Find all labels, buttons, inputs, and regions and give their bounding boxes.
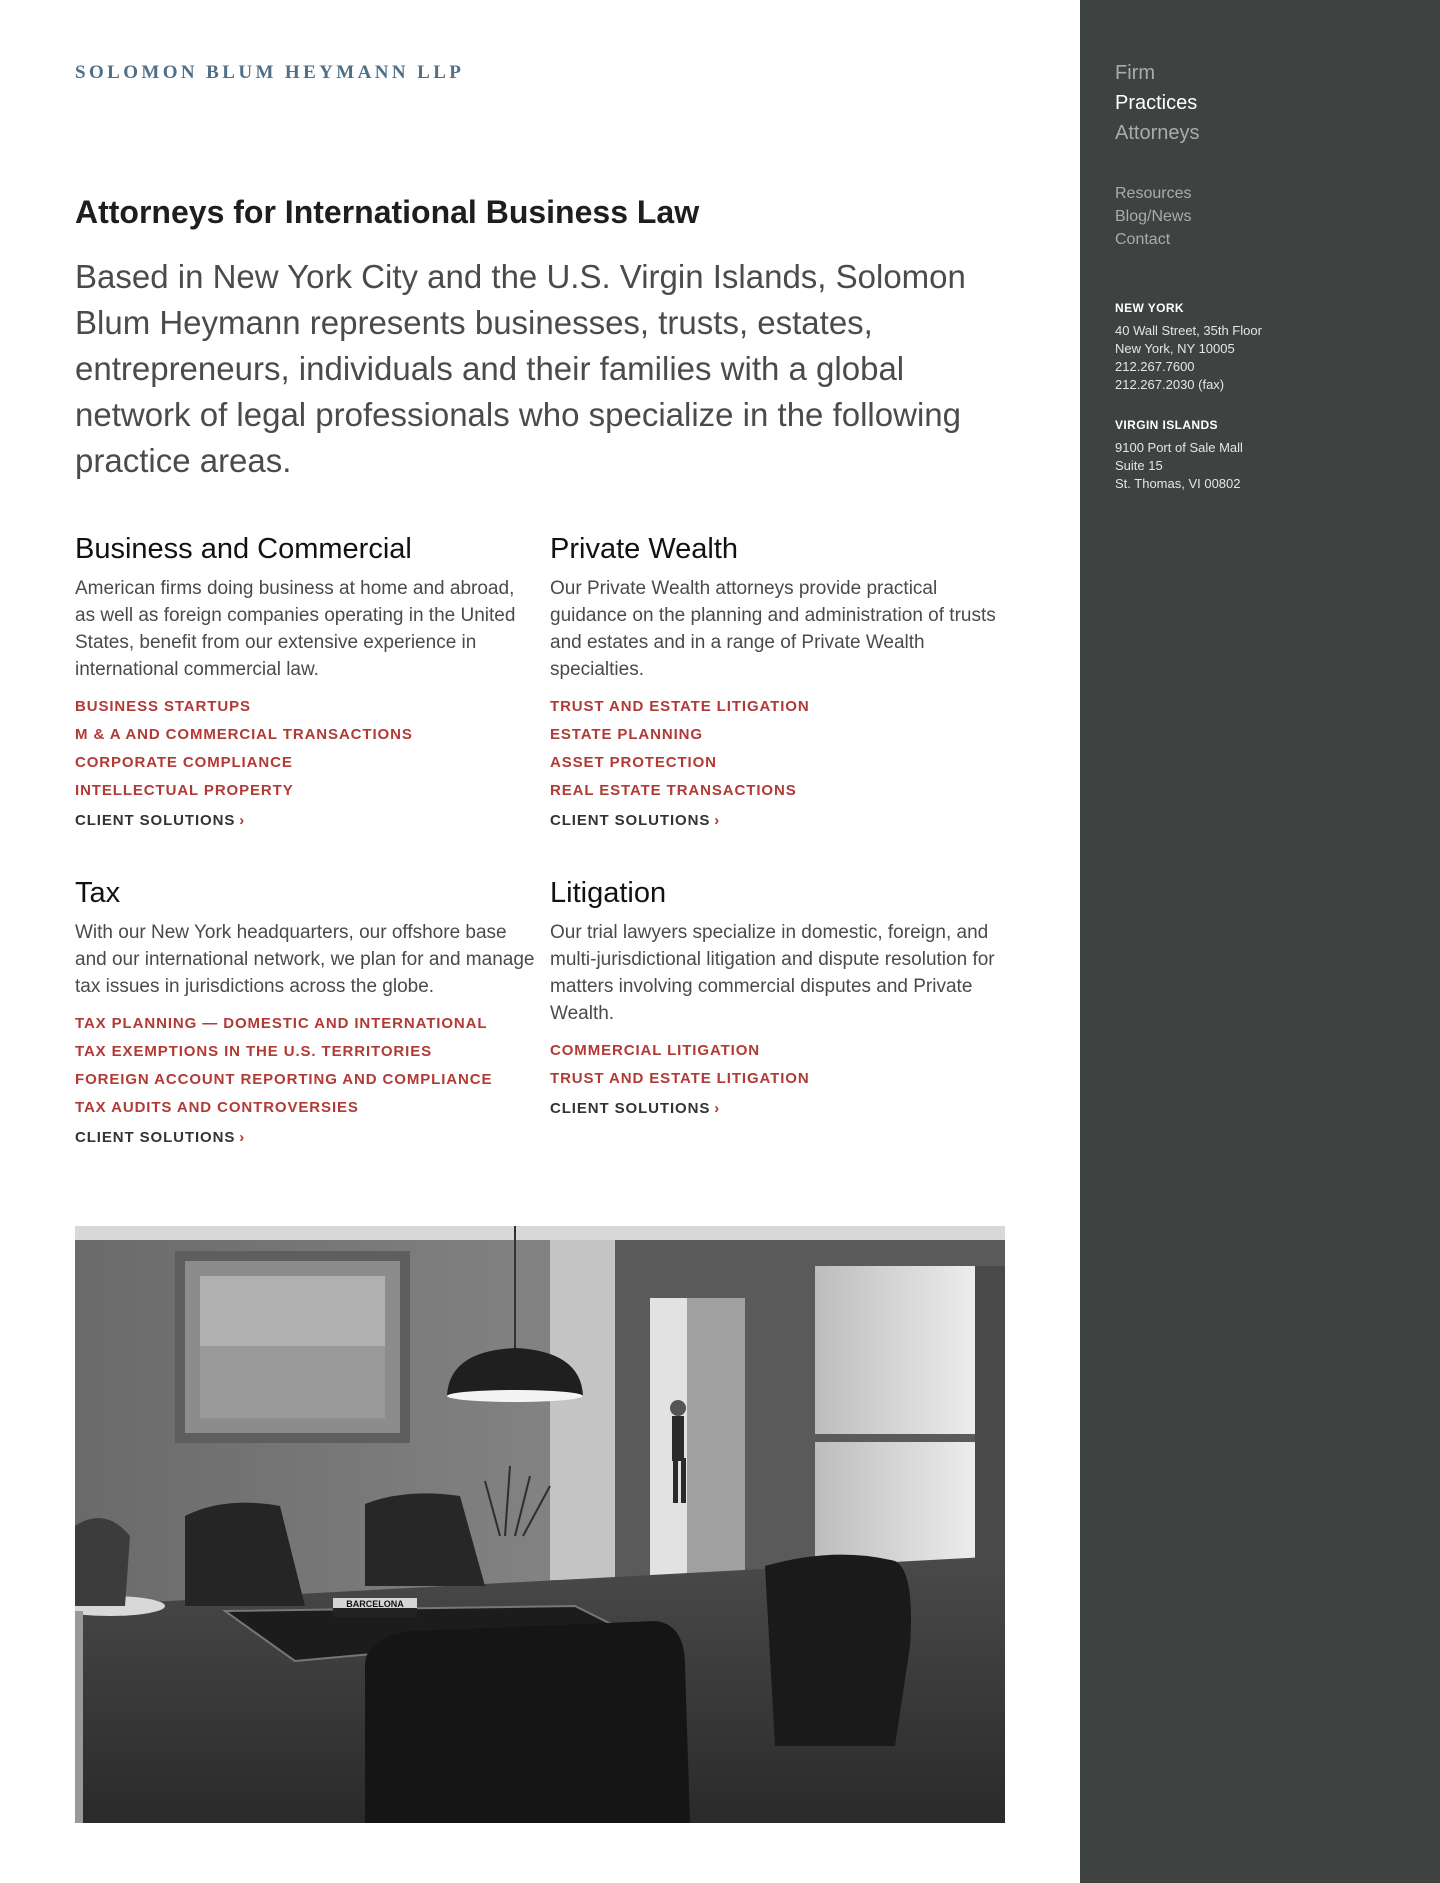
office-photo-illustration bbox=[75, 1226, 1005, 1823]
client-solutions-label: CLIENT SOLUTIONS bbox=[550, 812, 711, 829]
client-solutions-link[interactable] bbox=[75, 1124, 245, 1152]
client-solutions-label: CLIENT SOLUTIONS bbox=[75, 1129, 236, 1146]
practice-title: Business and Commercial bbox=[75, 533, 412, 565]
firm-logo[interactable]: SOLOMON BLUM HEYMANN LLP bbox=[75, 62, 465, 83]
page-title: Attorneys for International Business Law bbox=[75, 194, 700, 230]
practice-private-wealth bbox=[550, 531, 1010, 835]
practice-link-tax-exemptions[interactable]: TAX EXEMPTIONS IN THE U.S. TERRITORIES bbox=[75, 1043, 433, 1060]
practice-link-list bbox=[75, 1010, 535, 1122]
practice-link-commercial-litigation[interactable]: COMMERCIAL LITIGATION bbox=[550, 1042, 760, 1059]
secondary-nav bbox=[1115, 182, 1191, 251]
practice-link-tax-audits[interactable]: TAX AUDITS AND CONTROVERSIES bbox=[75, 1099, 359, 1116]
book-title: BARCELONA bbox=[346, 1599, 404, 1609]
practice-title: Litigation bbox=[550, 877, 667, 909]
office-fax: 212.267.2030 (fax) bbox=[1115, 377, 1225, 392]
practice-link-asset-protection[interactable]: ASSET PROTECTION bbox=[550, 754, 717, 771]
office-address-line: Suite 15 bbox=[1115, 458, 1163, 473]
intro-paragraph: Based in New York City and the U.S. Virgin Islands, Solomon Blum Heymann represents businesses, trusts, estates, entrepreneurs, individuals and their families with a global network of legal professionals who specialize in the following practice areas. bbox=[75, 258, 966, 479]
office-address-line: New York, NY 10005 bbox=[1115, 341, 1235, 356]
practice-link-tax-planning[interactable]: TAX PLANNING — DOMESTIC AND INTERNATIONAL bbox=[75, 1015, 488, 1032]
practice-link-foreign-account[interactable]: FOREIGN ACCOUNT REPORTING AND COMPLIANCE bbox=[75, 1071, 493, 1088]
practice-title: Private Wealth bbox=[550, 533, 739, 565]
practice-link-corporate-compliance[interactable]: CORPORATE COMPLIANCE bbox=[75, 754, 293, 771]
practice-link-ma-commercial[interactable]: M & A AND COMMERCIAL TRANSACTIONS bbox=[75, 726, 413, 743]
office-address-line: 40 Wall Street, 35th Floor bbox=[1115, 323, 1262, 338]
practice-link-estate-planning[interactable]: ESTATE PLANNING bbox=[550, 726, 703, 743]
nav-item-resources[interactable]: Resources bbox=[1115, 185, 1192, 202]
office-heading: NEW YORK bbox=[1115, 301, 1184, 315]
client-solutions-link[interactable] bbox=[550, 1095, 720, 1123]
office-virgin-islands bbox=[1115, 417, 1243, 493]
chevron-right-icon: › bbox=[714, 812, 721, 829]
practice-link-trust-estate-litigation[interactable]: TRUST AND ESTATE LITIGATION bbox=[550, 698, 810, 715]
office-heading: VIRGIN ISLANDS bbox=[1115, 418, 1218, 432]
practice-link-list bbox=[550, 1037, 1010, 1093]
practice-link-trust-estate-litigation[interactable]: TRUST AND ESTATE LITIGATION bbox=[550, 1070, 810, 1087]
office-address-line: 9100 Port of Sale Mall bbox=[1115, 440, 1243, 455]
nav-item-attorneys[interactable]: Attorneys bbox=[1115, 122, 1200, 144]
nav-item-practices[interactable]: Practices bbox=[1115, 92, 1198, 114]
office-phone[interactable]: 212.267.7600 bbox=[1115, 359, 1195, 374]
practice-title: Tax bbox=[75, 877, 121, 909]
practice-description: American firms doing business at home and abroad, as well as foreign companies operating in the United States, benefit from our extensive experience in international commercial law. bbox=[75, 578, 516, 680]
chevron-right-icon: › bbox=[239, 1129, 246, 1146]
office-new-york bbox=[1115, 300, 1262, 394]
practice-business-commercial bbox=[75, 531, 535, 835]
practice-description: Our Private Wealth attorneys provide practical guidance on the planning and administration of trusts and estates and in a range of Private Wealth specialties. bbox=[550, 578, 996, 680]
practice-description: Our trial lawyers specialize in domestic, foreign, and multi-jurisdictional litigation and dispute resolution for matters involving commercial disputes and Private Wealth. bbox=[550, 922, 995, 1024]
nav-item-contact[interactable]: Contact bbox=[1115, 231, 1171, 248]
practice-link-intellectual-property[interactable]: INTELLECTUAL PROPERTY bbox=[75, 782, 294, 799]
nav-item-firm[interactable]: Firm bbox=[1115, 62, 1155, 84]
sidebar bbox=[1080, 0, 1440, 1883]
practice-description: With our New York headquarters, our offshore base and our international network, we plan for and manage tax issues in jurisdictions across the globe. bbox=[75, 922, 535, 997]
client-solutions-link[interactable] bbox=[75, 807, 245, 835]
office-address-line: St. Thomas, VI 00802 bbox=[1115, 476, 1241, 491]
chevron-right-icon: › bbox=[714, 1100, 721, 1117]
practice-tax bbox=[75, 875, 535, 1152]
practice-link-list bbox=[75, 693, 535, 805]
primary-nav bbox=[1115, 58, 1199, 148]
chevron-right-icon: › bbox=[239, 812, 246, 829]
practice-litigation bbox=[550, 875, 1010, 1123]
client-solutions-link[interactable] bbox=[550, 807, 720, 835]
nav-item-blog-news[interactable]: Blog/News bbox=[1115, 208, 1192, 225]
client-solutions-label: CLIENT SOLUTIONS bbox=[75, 812, 236, 829]
client-solutions-label: CLIENT SOLUTIONS bbox=[550, 1100, 711, 1117]
practice-link-business-startups[interactable]: BUSINESS STARTUPS bbox=[75, 698, 251, 715]
practice-link-real-estate[interactable]: REAL ESTATE TRANSACTIONS bbox=[550, 782, 797, 799]
practice-link-list bbox=[550, 693, 1010, 805]
office-photo bbox=[75, 1226, 1005, 1823]
